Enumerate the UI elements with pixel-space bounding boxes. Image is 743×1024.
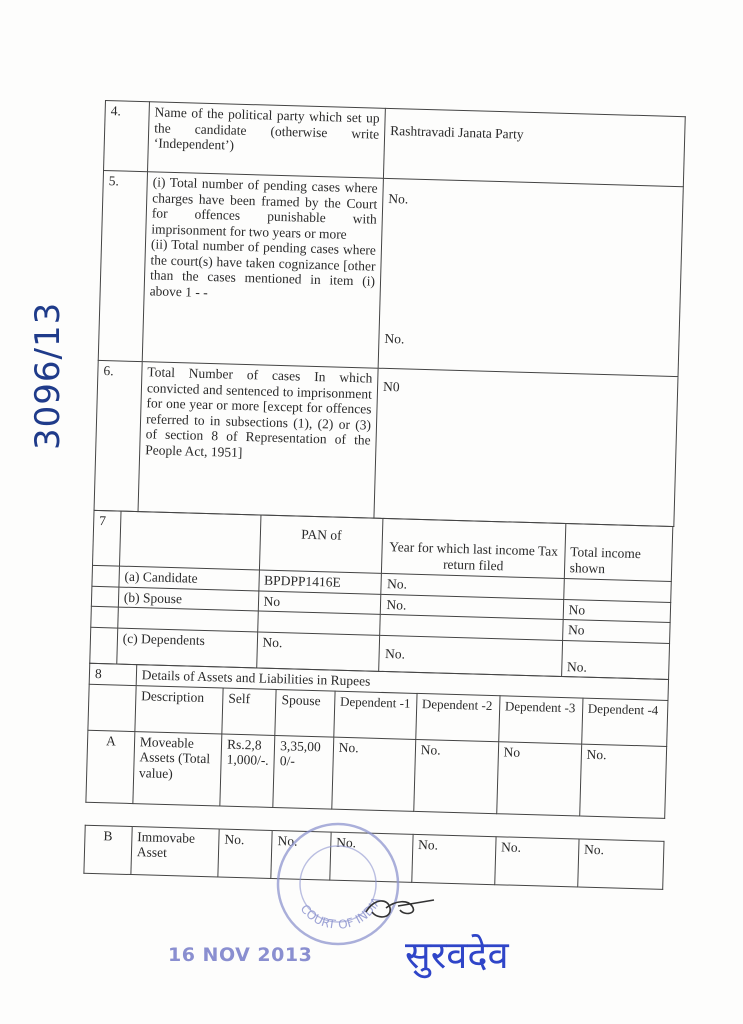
row-4-label: Name of the political party which set up the candidate (otherwise write ‘Independent’) (148, 102, 386, 179)
income-tax-table (89, 510, 673, 680)
immovable-assets-description: Immovabe Asset (131, 826, 220, 876)
row-6 (94, 360, 678, 526)
section-7-blank-header (119, 511, 260, 570)
immovable-assets-dependent-2: No. (412, 834, 496, 884)
row-5 (98, 170, 683, 376)
affidavit-sheet (83, 100, 684, 889)
row-6-value: N0 (374, 368, 678, 526)
handwritten-reference-number: 3096/13 (28, 301, 68, 450)
signature-scribble (360, 890, 440, 924)
row-b-letter: B (84, 825, 132, 874)
section-8-number: 8 (89, 663, 136, 685)
self-header: Self (222, 688, 276, 735)
candidate-label: (a) Candidate (119, 566, 259, 590)
dependents-label: (c) Dependents (117, 628, 258, 668)
row-5-label-ii: (ii) Total number of pending cases where the court(s) have taken cognizance [other than the cases mentioned in item (i) above 1 - - (149, 236, 377, 300)
handwritten-signature: सुरवदेव (405, 933, 509, 977)
immovable-assets-dependent-3: No. (495, 836, 579, 886)
pan-header: PAN of (259, 515, 383, 573)
moveable-assets-description: Moveable Assets (Total value) (133, 731, 222, 805)
assets-table (85, 663, 669, 819)
dependent-2-header: Dependent -2 (416, 693, 500, 741)
candidate-tax-year: No. (381, 573, 564, 599)
moveable-assets-dependent-1: No. (332, 737, 416, 811)
immovable-assets-dependent-4: No. (578, 839, 664, 889)
moveable-assets-dependent-2: No. (413, 739, 498, 813)
dependents-pan: No. (256, 631, 380, 671)
row-6-label: Total Number of cases In which convicted and sentenced to imprisonment for one year or more [except for offences referred to in subsections (1), (2) or (3) of section 8 of Representation of the People Act, 1951] (138, 362, 378, 519)
dependent-4-header: Dependent -4 (581, 698, 668, 746)
description-header: Description (135, 685, 224, 733)
details-table-upper (94, 100, 686, 527)
seal-text: COURT OF INDIA (297, 894, 384, 932)
court-seal-stamp (272, 818, 404, 950)
dependent-1-header: Dependent -1 (334, 691, 417, 739)
dependents-total-income: No. (561, 640, 669, 679)
row-5-value-ii: No. (384, 330, 405, 346)
moveable-assets-dependent-3: No (496, 741, 581, 815)
row-5-label-i: (i) Total number of pending cases where charges have been framed by the Court for offences punishable with imprisonment for two years or more (151, 174, 378, 242)
immovable-assets-self: No. (218, 828, 273, 877)
immovable-assets-dependent-1: No. (330, 832, 413, 882)
spouse-total-income: No (563, 599, 671, 622)
row-a-letter: A (86, 730, 135, 803)
dependent-3-header: Dependent -3 (498, 695, 582, 743)
row-5-number: 5. (98, 170, 147, 361)
date-stamp: 16 NOV 2013 (168, 944, 313, 966)
section-7-number: 7 (93, 510, 121, 566)
row-4-number: 4. (104, 101, 150, 172)
candidate-pan: BPDPP1416E (258, 570, 381, 594)
spouse-label: (b) Spouse (118, 587, 258, 611)
spouse-header: Spouse (275, 689, 335, 737)
immovable-assets-spouse: No. (271, 830, 331, 880)
row-5-value-i: No. (388, 190, 409, 207)
row-6-number: 6. (94, 360, 142, 511)
moveable-assets-spouse: 3,35,000/- (273, 735, 334, 809)
moveable-assets-self: Rs.2,81,000/-. (220, 734, 275, 807)
spouse-tax-year: No. (381, 594, 564, 620)
row-4-value: Rashtravadi Janata Party (383, 108, 685, 186)
spouse-extra-total-income: No (562, 619, 670, 642)
moveable-assets-row (86, 730, 667, 818)
row-5-value (378, 178, 683, 376)
moveable-assets-dependent-4: No. (579, 744, 666, 818)
section-8-title: Details of Assets and Liabilities in Rupees (136, 665, 669, 700)
dependents-tax-year: No. (379, 635, 562, 677)
total-income-header: Total income shown (564, 524, 673, 582)
row-5-label (142, 172, 383, 369)
spouse-pan: No (258, 590, 381, 614)
tax-year-header: Year for which last income Tax return filed (382, 518, 566, 578)
